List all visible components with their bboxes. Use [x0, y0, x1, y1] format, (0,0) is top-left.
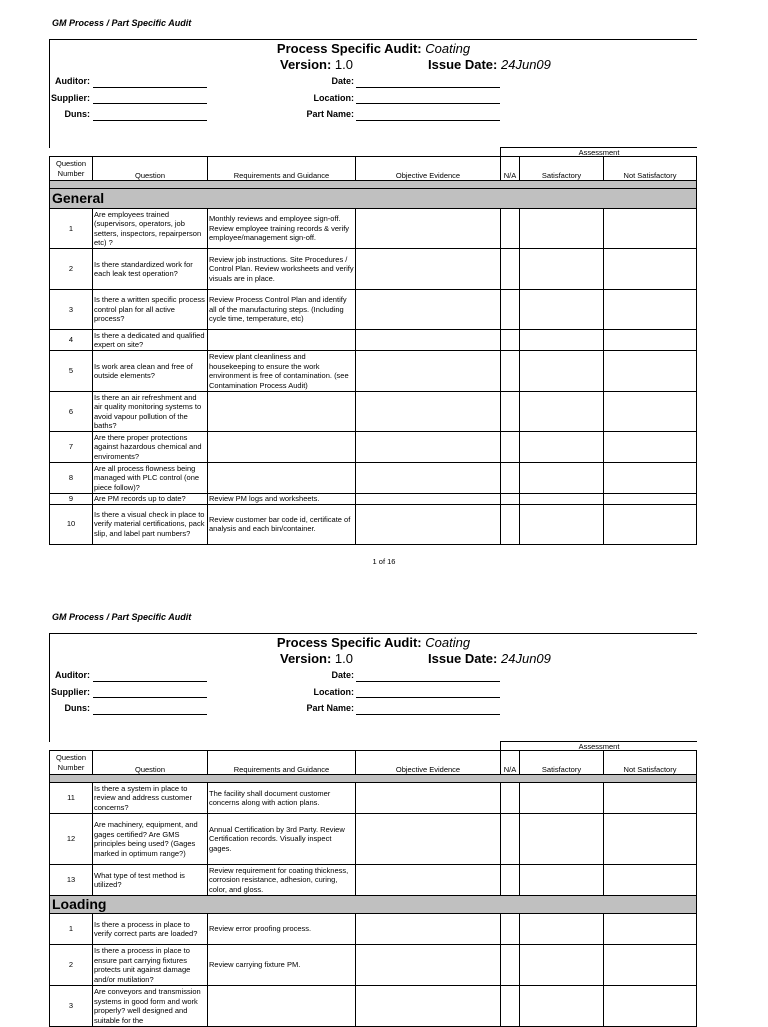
not-satisfactory-cell[interactable]	[604, 351, 697, 392]
satisfactory-cell[interactable]	[520, 330, 604, 351]
question-text: Is there a dedicated and qualified expert on site?	[93, 330, 208, 351]
question-text: Is there a written specific process control plan for all active process?	[93, 290, 208, 330]
table-row	[50, 209, 697, 249]
audit-table-2	[49, 750, 697, 1027]
satisfactory-cell[interactable]	[520, 504, 604, 544]
requirements-text: Review carrying fixture PM.	[208, 945, 356, 986]
table-row	[50, 249, 697, 290]
supplier-field[interactable]	[93, 687, 207, 698]
na-cell[interactable]	[501, 504, 520, 544]
question-text: Are employees trained (supervisors, operators, job setters, inspectors, repairperson etc) ?	[93, 209, 208, 249]
requirements-text: Review requirement for coating thickness, corrosion resistance, adhesion, curing, color, and gloss.	[208, 865, 356, 896]
requirements-text: Annual Certification by 3rd Party. Review Certification records. Visually inspect gages.	[208, 814, 356, 865]
requirements-text: The facility shall document customer concerns along with action plans.	[208, 783, 356, 814]
col-requirements: Requirements and Guidance	[208, 751, 356, 775]
duns-label: Duns:	[64, 703, 90, 713]
supplier-label: Supplier:	[50, 93, 90, 103]
supplier-label: Supplier:	[50, 687, 90, 697]
not-satisfactory-cell[interactable]	[604, 330, 697, 351]
question-number: 1	[50, 914, 93, 945]
objective-evidence-cell[interactable]	[356, 865, 501, 896]
question-text: Are there proper protections against hazardous chemical and enviroments?	[93, 432, 208, 463]
not-satisfactory-cell[interactable]	[604, 209, 697, 249]
col-question-number: Question Number	[50, 157, 93, 181]
col-question: Question	[93, 157, 208, 181]
question-number: 3	[50, 290, 93, 330]
question-number: 9	[50, 494, 93, 505]
question-number: 8	[50, 463, 93, 494]
col-requirements: Requirements and Guidance	[208, 157, 356, 181]
question-text: Is work area clean and free of outside elements?	[93, 351, 208, 392]
not-satisfactory-cell[interactable]	[604, 783, 697, 814]
question-number: 10	[50, 504, 93, 544]
question-number: 2	[50, 945, 93, 986]
col-not-satisfactory: Not Satisfactory	[604, 157, 697, 181]
col-question: Question	[93, 751, 208, 775]
table-row	[50, 494, 697, 505]
issue-date: Issue Date: 24Jun09	[428, 651, 551, 666]
location-label: Location:	[313, 687, 354, 697]
question-number: 11	[50, 783, 93, 814]
question-number: 2	[50, 249, 93, 290]
table-row	[50, 463, 697, 494]
objective-evidence-cell[interactable]	[356, 432, 501, 463]
question-number: 3	[50, 986, 93, 1027]
version: Version: 1.0	[280, 57, 353, 72]
col-satisfactory: Satisfactory	[520, 157, 604, 181]
question-text: Is there an air refreshment and air quality monitoring systems to avoid vapour pollution of the baths?	[93, 392, 208, 432]
question-number: 12	[50, 814, 93, 865]
auditor-field[interactable]	[93, 671, 207, 682]
part-name-field[interactable]	[356, 704, 500, 715]
requirements-text	[208, 463, 356, 494]
not-satisfactory-cell[interactable]	[604, 249, 697, 290]
question-text: Are PM records up to date?	[93, 494, 208, 505]
part-name-label: Part Name:	[306, 703, 354, 713]
table-row	[50, 351, 697, 392]
requirements-text: Review customer bar code id, certificate of analysis and each bin/container.	[208, 504, 356, 544]
not-satisfactory-cell[interactable]	[604, 494, 697, 505]
question-number: 4	[50, 330, 93, 351]
table-row	[50, 392, 697, 432]
spacer-bar	[50, 775, 697, 783]
header-frame	[49, 39, 697, 148]
objective-evidence-cell[interactable]	[356, 814, 501, 865]
question-text: Are all process flowness being managed with PLC control (one piece follow)?	[93, 463, 208, 494]
na-cell[interactable]	[501, 783, 520, 814]
location-field[interactable]	[356, 93, 500, 104]
na-cell[interactable]	[501, 986, 520, 1027]
satisfactory-cell[interactable]	[520, 392, 604, 432]
satisfactory-cell[interactable]	[520, 494, 604, 505]
part-name-field[interactable]	[356, 110, 500, 121]
question-number: 7	[50, 432, 93, 463]
not-satisfactory-cell[interactable]	[604, 290, 697, 330]
satisfactory-cell[interactable]	[520, 351, 604, 392]
satisfactory-cell[interactable]	[520, 463, 604, 494]
na-cell[interactable]	[501, 209, 520, 249]
objective-evidence-cell[interactable]	[356, 290, 501, 330]
not-satisfactory-cell[interactable]	[604, 432, 697, 463]
col-evidence: Objective Evidence	[356, 751, 501, 775]
objective-evidence-cell[interactable]	[356, 504, 501, 544]
objective-evidence-cell[interactable]	[356, 463, 501, 494]
assessment-header: Assessment	[500, 147, 697, 158]
section-loading: Loading	[50, 896, 697, 914]
question-text: What type of test method is utilized?	[93, 865, 208, 896]
requirements-text	[208, 986, 356, 1027]
objective-evidence-cell[interactable]	[356, 330, 501, 351]
objective-evidence-cell[interactable]	[356, 494, 501, 505]
na-cell[interactable]	[501, 330, 520, 351]
question-text: Is there a process in place to verify correct parts are loaded?	[93, 914, 208, 945]
requirements-text: Review Process Control Plan and identify all of the manufacturing steps. (Including cycle time, temperature, etc)	[208, 290, 356, 330]
table-row	[50, 783, 697, 814]
na-cell[interactable]	[501, 494, 520, 505]
objective-evidence-cell[interactable]	[356, 986, 501, 1027]
table-row	[50, 914, 697, 945]
question-text: Is there standardized work for each leak test operation?	[93, 249, 208, 290]
spacer-bar	[50, 181, 697, 189]
not-satisfactory-cell[interactable]	[604, 914, 697, 945]
auditor-field[interactable]	[93, 77, 207, 88]
question-number: 1	[50, 209, 93, 249]
satisfactory-cell[interactable]	[520, 814, 604, 865]
satisfactory-cell[interactable]	[520, 432, 604, 463]
location-field[interactable]	[356, 687, 500, 698]
not-satisfactory-cell[interactable]	[604, 504, 697, 544]
na-cell[interactable]	[501, 865, 520, 896]
header-frame	[49, 633, 697, 742]
question-text: Are conveyors and transmission systems in good form and work properly? well designed and suitable for the	[93, 986, 208, 1027]
col-na: N/A	[501, 751, 520, 775]
na-cell[interactable]	[501, 351, 520, 392]
section-general: General	[50, 189, 697, 209]
requirements-text: Review error proofing process.	[208, 914, 356, 945]
page-title: Process Specific Audit: Coating	[276, 635, 471, 650]
question-number: 6	[50, 392, 93, 432]
duns-label: Duns:	[64, 109, 90, 119]
table-row	[50, 330, 697, 351]
objective-evidence-cell[interactable]	[356, 209, 501, 249]
objective-evidence-cell[interactable]	[356, 351, 501, 392]
objective-evidence-cell[interactable]	[356, 945, 501, 986]
col-not-satisfactory: Not Satisfactory	[604, 751, 697, 775]
na-cell[interactable]	[501, 392, 520, 432]
requirements-text: Review PM logs and worksheets.	[208, 494, 356, 505]
col-satisfactory: Satisfactory	[520, 751, 604, 775]
satisfactory-cell[interactable]	[520, 986, 604, 1027]
col-evidence: Objective Evidence	[356, 157, 501, 181]
table-row	[50, 945, 697, 986]
na-cell[interactable]	[501, 463, 520, 494]
supplier-field[interactable]	[93, 93, 207, 104]
not-satisfactory-cell[interactable]	[604, 392, 697, 432]
not-satisfactory-cell[interactable]	[604, 986, 697, 1027]
objective-evidence-cell[interactable]	[356, 249, 501, 290]
satisfactory-cell[interactable]	[520, 783, 604, 814]
part-name-label: Part Name:	[306, 109, 354, 119]
satisfactory-cell[interactable]	[520, 914, 604, 945]
satisfactory-cell[interactable]	[520, 209, 604, 249]
requirements-text: Monthly reviews and employee sign-off. Review employee training records & verify employee/management sign-off.	[208, 209, 356, 249]
doc-label: GM Process / Part Specific Audit	[52, 18, 192, 28]
location-label: Location:	[313, 93, 354, 103]
question-text: Is there a process in place to ensure part carrying fixtures protects unit against damage and/or mutilation?	[93, 945, 208, 986]
requirements-text	[208, 330, 356, 351]
na-cell[interactable]	[501, 249, 520, 290]
na-cell[interactable]	[501, 432, 520, 463]
not-satisfactory-cell[interactable]	[604, 814, 697, 865]
duns-field[interactable]	[93, 704, 207, 715]
na-cell[interactable]	[501, 290, 520, 330]
page-number: 1 of 16	[372, 557, 396, 566]
question-number: 5	[50, 351, 93, 392]
objective-evidence-cell[interactable]	[356, 392, 501, 432]
satisfactory-cell[interactable]	[520, 249, 604, 290]
table-row	[50, 814, 697, 865]
doc-label: GM Process / Part Specific Audit	[52, 612, 192, 622]
satisfactory-cell[interactable]	[520, 290, 604, 330]
version: Version: 1.0	[280, 651, 353, 666]
date-label: Date:	[331, 76, 354, 86]
requirements-text	[208, 392, 356, 432]
not-satisfactory-cell[interactable]	[604, 463, 697, 494]
requirements-text: Review plant cleanliness and housekeeping to ensure the work environment is free of contamination. (see Contamination Process Audit)	[208, 351, 356, 392]
date-field[interactable]	[356, 77, 500, 88]
question-number: 13	[50, 865, 93, 896]
audit-table-1	[49, 156, 697, 545]
date-field[interactable]	[356, 671, 500, 682]
date-label: Date:	[331, 670, 354, 680]
satisfactory-cell[interactable]	[520, 865, 604, 896]
question-text: Is there a visual check in place to verify material certifications, pack slip, and label part numbers?	[93, 504, 208, 544]
not-satisfactory-cell[interactable]	[604, 865, 697, 896]
not-satisfactory-cell[interactable]	[604, 945, 697, 986]
table-row	[50, 432, 697, 463]
duns-field[interactable]	[93, 110, 207, 121]
issue-date: Issue Date: 24Jun09	[428, 57, 551, 72]
na-cell[interactable]	[501, 814, 520, 865]
auditor-label: Auditor:	[55, 76, 90, 86]
objective-evidence-cell[interactable]	[356, 783, 501, 814]
na-cell[interactable]	[501, 914, 520, 945]
auditor-label: Auditor:	[55, 670, 90, 680]
objective-evidence-cell[interactable]	[356, 914, 501, 945]
question-text: Is there a system in place to review and address customer concerns?	[93, 783, 208, 814]
table-row	[50, 865, 697, 896]
table-row	[50, 986, 697, 1027]
satisfactory-cell[interactable]	[520, 945, 604, 986]
assessment-header: Assessment	[500, 741, 697, 752]
page-title: Process Specific Audit: Coating	[276, 41, 471, 56]
requirements-text: Review job instructions. Site Procedures / Control Plan. Review worksheets and verify visuals are in place.	[208, 249, 356, 290]
na-cell[interactable]	[501, 945, 520, 986]
table-row	[50, 504, 697, 544]
col-na: N/A	[501, 157, 520, 181]
table-row	[50, 290, 697, 330]
requirements-text	[208, 432, 356, 463]
question-text: Are machinery, equipment, and gages certified? Are GMS principles being used? (Gages marked in optimum range?)	[93, 814, 208, 865]
col-question-number: Question Number	[50, 751, 93, 775]
